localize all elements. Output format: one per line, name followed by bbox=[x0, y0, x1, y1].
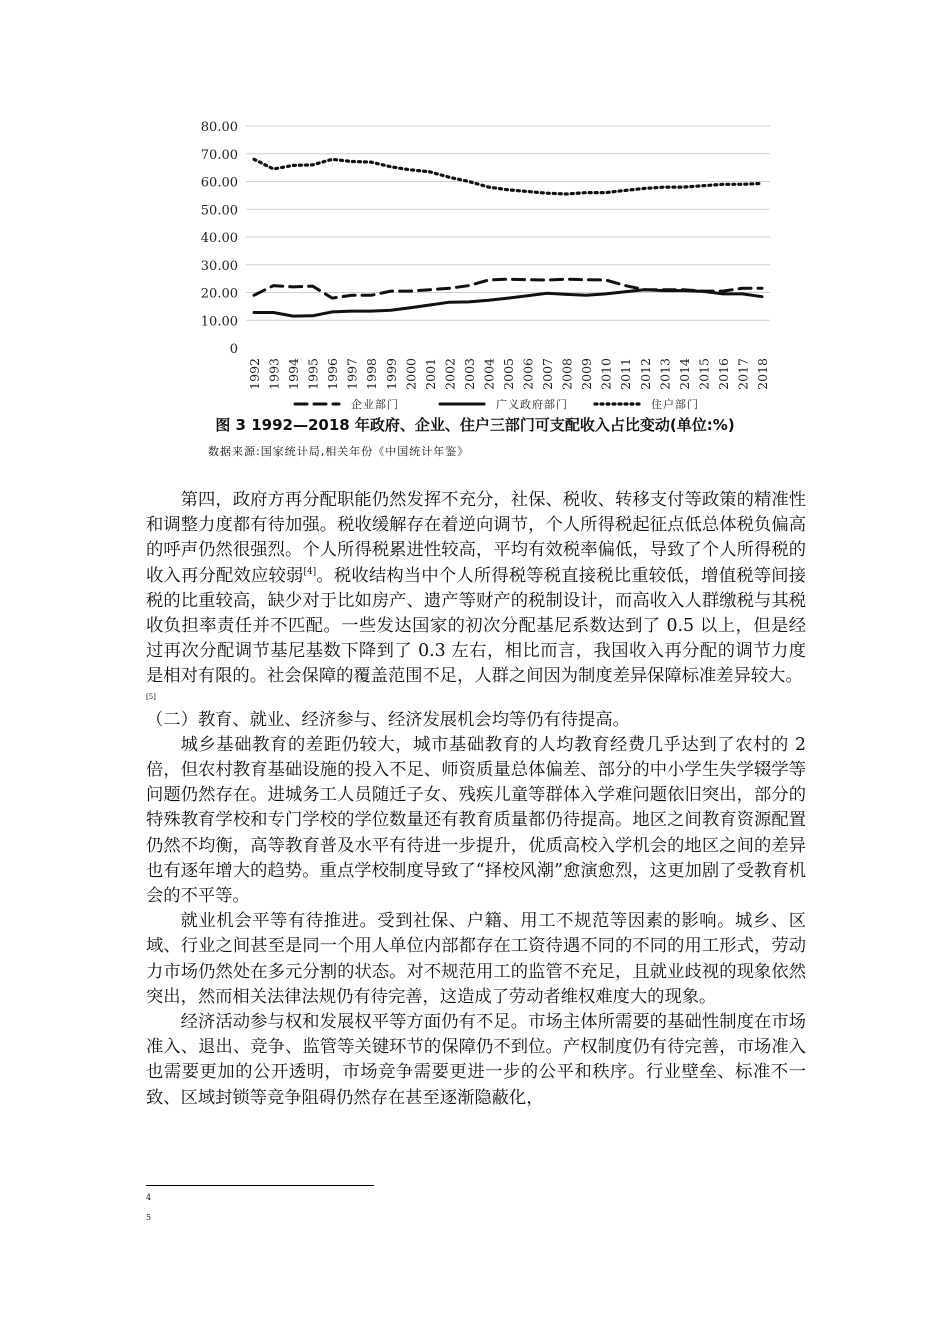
y-tick-label: 30.00 bbox=[200, 258, 238, 274]
x-tick-label: 1995 bbox=[305, 358, 321, 390]
x-tick-label: 1993 bbox=[266, 358, 282, 390]
y-tick-label: 80.00 bbox=[200, 120, 238, 135]
section-heading: （二）教育、就业、经济参与、经济发展机会均等仍有待提高。 bbox=[146, 709, 630, 730]
x-tick-label: 2009 bbox=[579, 358, 595, 390]
paragraph-taxation bbox=[146, 488, 806, 690]
legend-label: 住户部门 bbox=[651, 398, 699, 411]
x-tick-label: 1997 bbox=[344, 358, 360, 390]
y-tick-label: 60.00 bbox=[200, 175, 238, 191]
paragraph-employment: 就业机会平等有待推进。受到社保、户籍、用工不规范等因素的影响。城乡、区域、行业之间甚至是同一个用人单位内部都存在工资待遇不同的不同的用工形式，劳动力市场仍然处在多元分割的状态。对不规范用工的监管不充足，且就业歧视的现象依然突出，然而相关法律法规仍有待完善，这造成了劳动者维权难度大的现象。 bbox=[146, 911, 806, 1007]
x-tick-label: 2003 bbox=[461, 358, 477, 390]
figure-source: 数据来源:国家统计局,相关年份《中国统计年鉴》 bbox=[208, 445, 470, 458]
body-text bbox=[146, 488, 806, 1111]
footnote-rule bbox=[146, 1185, 374, 1186]
x-tick-label: 1992 bbox=[247, 358, 262, 390]
x-tick-label: 1999 bbox=[383, 358, 399, 390]
y-tick-label: 20.00 bbox=[200, 286, 238, 302]
series-line bbox=[254, 290, 762, 316]
x-tick-label: 2006 bbox=[520, 358, 536, 390]
x-tick-label: 1996 bbox=[325, 358, 341, 390]
series-line bbox=[254, 159, 762, 194]
x-tick-label: 2014 bbox=[676, 358, 692, 390]
y-tick-label: 70.00 bbox=[200, 147, 238, 163]
y-axis-tick-labels bbox=[201, 120, 238, 357]
paragraph-economic-participation: 经济活动参与权和发展权平等方面仍有不足。市场主体所需要的基础性制度在市场准入、退出、竞争、监管等关键环节的保障仍不到位。产权制度仍有待完善，市场准入也需要更加的公开透明，市场竞争需要更进一步的公平和秩序。行业壁垒、标准不一致、区域封锁等竞争阻碍仍然存在甚至逐渐隐蔽化， bbox=[146, 1012, 806, 1108]
y-tick-label: 40.00 bbox=[200, 231, 238, 246]
x-tick-label: 2000 bbox=[403, 358, 419, 390]
paragraph-taxation-text: 第四，政府方再分配职能仍然发挥不充分，社保、税收、转移支付等政策的精准性和调整力度都有待加强。税收缓解存在着逆向调节，个人所得税起征点低总体税负偏高的呼声仍然很强烈。个人所得税累进性较高，平均有效税率偏低，导致了个人所得税的收入再分配效应较弱 bbox=[146, 490, 806, 586]
citation-5: [5] bbox=[146, 692, 156, 701]
figure-caption: 图 3 1992—2018 年政府、企业、住户三部门可支配收入占比变动(单位:%) bbox=[215, 416, 735, 434]
x-tick-label: 2012 bbox=[637, 358, 653, 390]
chart-legend bbox=[295, 397, 699, 411]
y-tick-label: 10.00 bbox=[200, 314, 238, 330]
x-tick-label: 2004 bbox=[481, 358, 497, 390]
income-share-line-chart bbox=[190, 110, 790, 460]
x-tick-label: 2008 bbox=[559, 358, 575, 390]
x-axis-tick-labels bbox=[247, 358, 770, 390]
legend-label: 广义政府部门 bbox=[496, 398, 568, 411]
paragraph-taxation-text-2: 。税收结构当中个人所得税等税直接税比重较低，增值税等间接税的比重较高，缺少对于比如房产、遗产等财产的税制设计，而高收入人群缴税与其税收负担率责任并不匹配。一些发达国家的初次分配基尼系数达到了 0.5 以上，但是经过再次分配调节基尼基数下降到了 0.3 左右，相比而言，我国收入再分配的调节力度是相对有限的。社会保障的覆盖范围不足，人群之间因为制度差异保障标准差异较大。 bbox=[146, 565, 806, 687]
x-tick-label: 2015 bbox=[696, 358, 712, 390]
x-tick-label: 2016 bbox=[715, 358, 731, 390]
x-tick-label: 2017 bbox=[735, 358, 751, 390]
x-tick-label: 2011 bbox=[618, 358, 634, 390]
x-tick-label: 1994 bbox=[286, 358, 302, 390]
footnote-4: 4 bbox=[146, 1193, 152, 1202]
x-tick-label: 1998 bbox=[364, 358, 380, 390]
x-tick-label: 2018 bbox=[755, 358, 770, 390]
paragraph-education: 城乡基础教育的差距仍较大，城市基础教育的人均教育经费几乎达到了农村的 2 倍，但农村教育基础设施的投入不足、师资质量总体偏差、部分的中小学生失学辍学等问题仍然存在。进城务工人员随迁子女、残疾儿童等群体入学难问题依旧突出，部分的特殊教育学校和专门学校的学位数量还有教育质量都仍待提高。地区之间教育资源配置仍然不均衡，高等教育普及水平有待进一步提升，优质高校入学机会的地区之间的差异也有逐年增大的趋势。重点学校制度导致了“择校风潮”愈演愈烈，这更加剧了受教育机会的不平等。 bbox=[146, 734, 806, 907]
series-line bbox=[254, 279, 762, 298]
x-tick-label: 2013 bbox=[657, 358, 673, 390]
legend-label: 企业部门 bbox=[351, 398, 399, 411]
x-tick-label: 2001 bbox=[422, 358, 438, 390]
x-tick-label: 2010 bbox=[598, 358, 614, 390]
x-tick-label: 2007 bbox=[540, 358, 556, 390]
x-tick-label: 2005 bbox=[501, 358, 516, 390]
citation-4: [4] bbox=[303, 566, 317, 577]
y-tick-label: 50.00 bbox=[200, 203, 238, 219]
y-tick-label: 0 bbox=[229, 342, 238, 357]
x-tick-label: 2002 bbox=[442, 358, 458, 390]
footnote-5: 5 bbox=[146, 1213, 152, 1222]
